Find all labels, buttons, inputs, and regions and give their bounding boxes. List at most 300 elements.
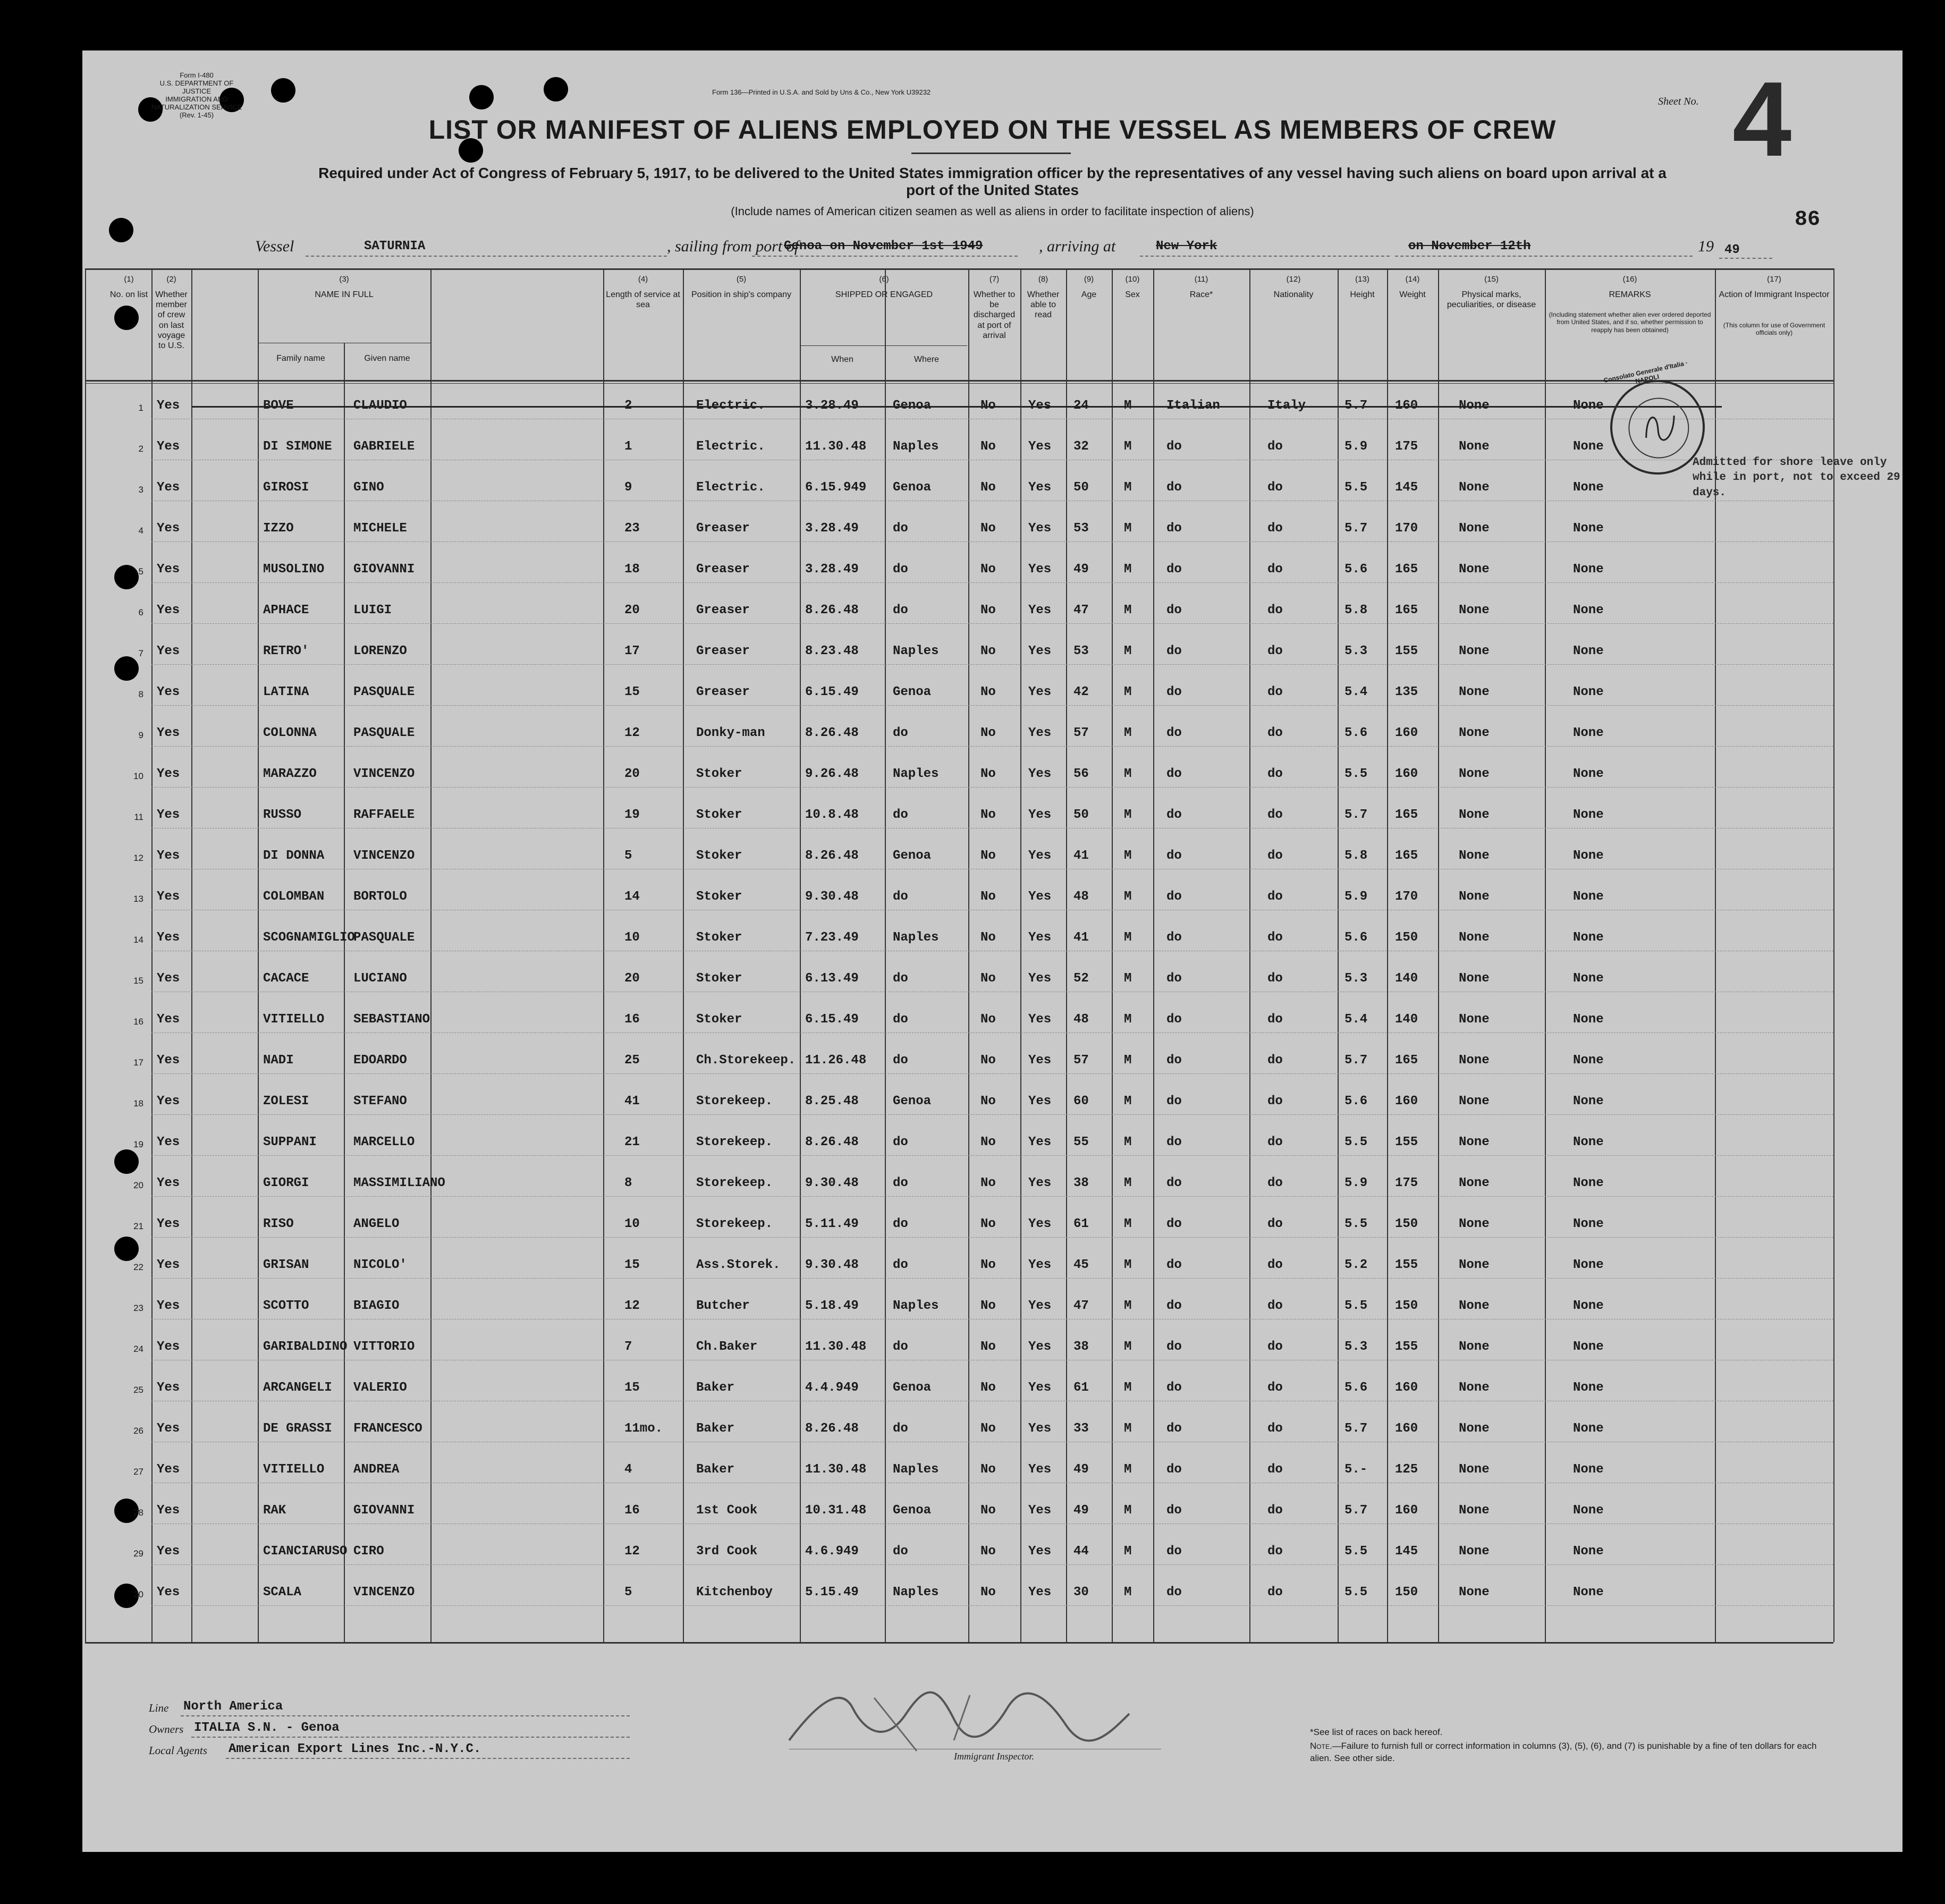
punch-hole <box>469 85 494 109</box>
shipping-line: North America <box>183 1699 283 1714</box>
age-cell: 56 <box>1073 767 1089 781</box>
remarks-cell: None <box>1573 644 1604 658</box>
height-cell: 5.8 <box>1344 603 1368 617</box>
nationality-cell: do <box>1267 521 1283 536</box>
sex-cell: M <box>1124 1421 1132 1436</box>
age-cell: 49 <box>1073 1462 1089 1477</box>
remarks-cell: None <box>1573 1462 1604 1477</box>
position-cell: Baker <box>696 1381 735 1395</box>
column-rule <box>1066 268 1067 1642</box>
subtitle <box>136 165 1849 199</box>
column-number-weight: (14) <box>1405 275 1420 284</box>
nationality-cell: do <box>1267 644 1283 658</box>
row-rule <box>151 664 1833 665</box>
column-rule <box>344 343 345 1642</box>
row-rule <box>151 1564 1833 1565</box>
when-cell: 8.26.48 <box>805 1421 859 1436</box>
read-cell: Yes <box>1028 1012 1052 1027</box>
given-name-cell: FRANCESCO <box>353 1421 422 1436</box>
height-cell: 5.8 <box>1344 849 1368 863</box>
crew-cell: Yes <box>157 1299 180 1313</box>
weight-cell: 165 <box>1395 603 1418 617</box>
given-name-cell: NICOLO' <box>353 1258 407 1272</box>
column-header-family-name: Family name <box>276 354 325 363</box>
marks-cell: None <box>1459 439 1490 454</box>
service-cell: 10 <box>624 1217 640 1231</box>
read-cell: Yes <box>1028 644 1052 658</box>
sex-cell: M <box>1124 1258 1132 1272</box>
height-cell: 5.6 <box>1344 562 1368 577</box>
nationality-cell: do <box>1267 890 1283 904</box>
column-header-sex: Sex <box>1125 290 1140 299</box>
nationality-cell: do <box>1267 930 1283 945</box>
crew-cell: Yes <box>157 1258 180 1272</box>
height-cell: 5.2 <box>1344 1258 1368 1272</box>
remarks-cell: None <box>1573 562 1604 577</box>
column-number-crew-last-voyage: (2) <box>166 275 176 284</box>
family-name-cell: LATINA <box>263 685 309 699</box>
race-cell: do <box>1166 1503 1182 1518</box>
crew-cell: Yes <box>157 1503 180 1518</box>
punch-hole <box>114 1149 139 1174</box>
where-cell: do <box>893 1176 908 1190</box>
marks-cell: None <box>1459 1299 1490 1313</box>
row-number: 3 <box>138 485 143 495</box>
position-cell: Ch.Storekeep. <box>696 1053 796 1068</box>
discharged-cell: No <box>980 971 996 986</box>
service-cell: 15 <box>624 1381 640 1395</box>
nationality-cell: do <box>1267 603 1283 617</box>
family-name-cell: ARCANGELI <box>263 1381 332 1395</box>
title-rule <box>911 153 1071 154</box>
table-header-border <box>85 380 1833 382</box>
where-cell: Naples <box>893 767 939 781</box>
height-cell: 5.6 <box>1344 726 1368 740</box>
when-cell: 11.30.48 <box>805 439 867 454</box>
sheet-label: Sheet No. <box>1658 96 1699 107</box>
column-header-inspector-action: Action of Immigrant Inspector <box>1719 290 1830 299</box>
weight-cell: 175 <box>1395 439 1418 454</box>
given-name-cell: MARCELLO <box>353 1135 415 1149</box>
when-cell: 8.26.48 <box>805 726 859 740</box>
row-number: 25 <box>133 1385 143 1395</box>
marks-cell: None <box>1459 1135 1490 1149</box>
crew-cell: Yes <box>157 439 180 454</box>
family-name-cell: MARAZZO <box>263 767 317 781</box>
read-cell: Yes <box>1028 1585 1052 1600</box>
nationality-cell: do <box>1267 1381 1283 1395</box>
given-name-cell: VALERIO <box>353 1381 407 1395</box>
column-number-shipped-engaged: (6) <box>879 275 889 284</box>
family-name-cell: VITIELLO <box>263 1012 325 1027</box>
remarks-cell: None <box>1573 1217 1604 1231</box>
sex-cell: M <box>1124 1012 1132 1027</box>
discharged-cell: No <box>980 685 996 699</box>
row-rule <box>151 1237 1833 1238</box>
column-rule <box>968 268 969 1642</box>
age-cell: 47 <box>1073 603 1089 617</box>
row-number: 23 <box>133 1303 143 1313</box>
discharged-cell: No <box>980 1544 996 1559</box>
age-cell: 61 <box>1073 1381 1089 1395</box>
owners-label: Owners <box>149 1723 184 1736</box>
when-cell: 9.30.48 <box>805 1258 859 1272</box>
position-cell: Electric. <box>696 480 765 495</box>
position-cell: 1st Cook <box>696 1503 758 1518</box>
row-rule <box>151 1278 1833 1279</box>
height-cell: 5.7 <box>1344 521 1368 536</box>
row-number: 20 <box>133 1180 143 1190</box>
remarks-cell: None <box>1573 726 1604 740</box>
position-cell: Stoker <box>696 971 742 986</box>
weight-cell: 145 <box>1395 480 1418 495</box>
position-cell: Ch.Baker <box>696 1340 758 1354</box>
race-cell: do <box>1166 767 1182 781</box>
when-cell: 8.23.48 <box>805 644 859 658</box>
discharged-cell: No <box>980 1585 996 1600</box>
when-cell: 8.26.48 <box>805 849 859 863</box>
crew-cell: Yes <box>157 521 180 536</box>
given-name-cell: VINCENZO <box>353 849 415 863</box>
row-number: 28 <box>133 1508 143 1518</box>
weight-cell: 140 <box>1395 1012 1418 1027</box>
sex-cell: M <box>1124 930 1132 945</box>
race-cell: do <box>1166 603 1182 617</box>
column-rule <box>1387 268 1388 1642</box>
column-rule <box>1020 268 1021 1642</box>
crew-cell: Yes <box>157 480 180 495</box>
manifest-sheet <box>82 50 1902 1852</box>
column-header-list-number: No. on list <box>109 290 148 299</box>
race-cell: do <box>1166 480 1182 495</box>
family-name-cell: NADI <box>263 1053 294 1068</box>
row-number: 10 <box>133 771 143 781</box>
crew-cell: Yes <box>157 1421 180 1436</box>
crew-cell: Yes <box>157 767 180 781</box>
family-name-cell: DE GRASSI <box>263 1421 332 1436</box>
nationality-cell: do <box>1267 562 1283 577</box>
remarks-cell: None <box>1573 1544 1604 1559</box>
nationality-cell: do <box>1267 1135 1283 1149</box>
service-cell: 1 <box>624 439 632 454</box>
service-cell: 12 <box>624 1544 640 1559</box>
sex-cell: M <box>1124 439 1132 454</box>
age-cell: 57 <box>1073 726 1089 740</box>
marks-cell: None <box>1459 1462 1490 1477</box>
position-cell: Stoker <box>696 890 742 904</box>
dotted-rule <box>1395 256 1693 257</box>
column-number-height: (13) <box>1355 275 1369 284</box>
page-number: 86 <box>1795 208 1821 232</box>
discharged-cell: No <box>980 644 996 658</box>
read-cell: Yes <box>1028 808 1052 822</box>
crew-cell: Yes <box>157 1094 180 1108</box>
weight-cell: 165 <box>1395 562 1418 577</box>
given-name-cell: LORENZO <box>353 644 407 658</box>
marks-cell: None <box>1459 726 1490 740</box>
nationality-cell: do <box>1267 1258 1283 1272</box>
discharged-cell: No <box>980 726 996 740</box>
discharged-cell: No <box>980 1340 996 1354</box>
race-cell: do <box>1166 971 1182 986</box>
age-cell: 38 <box>1073 1340 1089 1354</box>
column-number-able-to-read: (8) <box>1038 275 1048 284</box>
crew-cell: Yes <box>157 1585 180 1600</box>
crew-cell: Yes <box>157 849 180 863</box>
given-name-cell: MASSIMILIANO <box>353 1176 445 1190</box>
age-cell: 53 <box>1073 521 1089 536</box>
column-header-able-to-read: Whether able to read <box>1027 290 1060 320</box>
height-cell: 5.3 <box>1344 971 1368 986</box>
race-cell: do <box>1166 562 1182 577</box>
sex-cell: M <box>1124 1462 1132 1477</box>
sex-cell: M <box>1124 849 1132 863</box>
marks-cell: None <box>1459 1176 1490 1190</box>
row-number: 7 <box>138 648 143 658</box>
position-cell: Storekeep. <box>696 1094 773 1108</box>
height-cell: 5.4 <box>1344 685 1368 699</box>
read-cell: Yes <box>1028 1053 1052 1068</box>
row-rule <box>151 1605 1833 1606</box>
age-cell: 49 <box>1073 562 1089 577</box>
discharged-cell: No <box>980 1381 996 1395</box>
nationality-cell: do <box>1267 685 1283 699</box>
position-cell: Stoker <box>696 767 742 781</box>
family-name-cell: COLONNA <box>263 726 317 740</box>
column-header-position: Position in ship's company <box>691 290 792 299</box>
discharged-cell: No <box>980 1217 996 1231</box>
weight-cell: 160 <box>1395 767 1418 781</box>
column-number-inspector-action: (17) <box>1767 275 1781 284</box>
where-cell: Genoa <box>893 685 932 699</box>
read-cell: Yes <box>1028 603 1052 617</box>
crew-cell: Yes <box>157 726 180 740</box>
when-cell: 8.26.48 <box>805 1135 859 1149</box>
remarks-cell: None <box>1573 521 1604 536</box>
column-header-discharged: Whether to be discharged at port of arrival <box>973 290 1016 340</box>
owners: ITALIA S.N. - Genoa <box>194 1721 340 1735</box>
age-cell: 32 <box>1073 439 1089 454</box>
race-cell: do <box>1166 1421 1182 1436</box>
column-header-physical-marks: Physical marks, peculiarities, or disease <box>1447 290 1536 310</box>
note-text: —Failure to furnish full or correct information in columns (3), (5), (6), and (7) is punishable by a fine of ten dollars for each alien. See other side. <box>1310 1741 1817 1763</box>
weight-cell: 170 <box>1395 890 1418 904</box>
height-cell: 5.7 <box>1344 808 1368 822</box>
where-cell: do <box>893 1217 908 1231</box>
nationality-cell: do <box>1267 849 1283 863</box>
position-cell: Electric. <box>696 439 765 454</box>
marks-cell: None <box>1459 1012 1490 1027</box>
family-name-cell: GIROSI <box>263 480 309 495</box>
weight-cell: 155 <box>1395 1258 1418 1272</box>
age-cell: 45 <box>1073 1258 1089 1272</box>
where-cell: do <box>893 1053 908 1068</box>
crew-cell: Yes <box>157 603 180 617</box>
discharged-cell: No <box>980 439 996 454</box>
read-cell: Yes <box>1028 767 1052 781</box>
height-cell: 5.5 <box>1344 1217 1368 1231</box>
column-header-crew-last-voyage: Whether member of crew on last voyage to U.S. <box>155 290 188 350</box>
nationality-cell: do <box>1267 1544 1283 1559</box>
row-rule <box>151 623 1833 624</box>
row-rule <box>151 582 1833 583</box>
family-name-cell: RETRO' <box>263 644 309 658</box>
marks-cell: None <box>1459 890 1490 904</box>
where-cell: Genoa <box>893 1503 932 1518</box>
age-cell: 47 <box>1073 1299 1089 1313</box>
sex-cell: M <box>1124 1217 1132 1231</box>
race-cell: do <box>1166 930 1182 945</box>
marks-cell: None <box>1459 849 1490 863</box>
position-cell: Stoker <box>696 1012 742 1027</box>
position-cell: Stoker <box>696 930 742 945</box>
marks-cell: None <box>1459 1381 1490 1395</box>
crew-cell: Yes <box>157 1217 180 1231</box>
age-cell: 57 <box>1073 1053 1089 1068</box>
where-cell: Naples <box>893 439 939 454</box>
age-cell: 49 <box>1073 1503 1089 1518</box>
table-top-border <box>85 268 1833 270</box>
height-cell: 5.7 <box>1344 1503 1368 1518</box>
remarks-cell: None <box>1573 1094 1604 1108</box>
race-cell: do <box>1166 1053 1182 1068</box>
column-number-discharged: (7) <box>989 275 1000 284</box>
sex-cell: M <box>1124 1176 1132 1190</box>
service-cell: 8 <box>624 1176 632 1190</box>
height-cell: 5.9 <box>1344 1176 1368 1190</box>
family-name-cell: RISO <box>263 1217 294 1231</box>
nationality-cell: do <box>1267 1421 1283 1436</box>
given-name-cell: GABRIELE <box>353 439 415 454</box>
crew-cell: Yes <box>157 1544 180 1559</box>
position-cell: Greaser <box>696 685 750 699</box>
read-cell: Yes <box>1028 1135 1052 1149</box>
row-1-strikethrough <box>191 406 1722 408</box>
when-cell: 4.6.949 <box>805 1544 859 1559</box>
discharged-cell: No <box>980 767 996 781</box>
column-header-height: Height <box>1350 290 1375 299</box>
row-number: 14 <box>133 935 143 945</box>
family-name-cell: SCALA <box>263 1585 302 1600</box>
where-cell: do <box>893 1340 908 1354</box>
given-name-cell: MICHELE <box>353 521 407 536</box>
discharged-cell: No <box>980 480 996 495</box>
race-cell: do <box>1166 808 1182 822</box>
read-cell: Yes <box>1028 890 1052 904</box>
position-cell: Storekeep. <box>696 1176 773 1190</box>
where-cell: Naples <box>893 1585 939 1600</box>
height-cell: 5.5 <box>1344 767 1368 781</box>
when-cell: 10.31.48 <box>805 1503 867 1518</box>
service-cell: 23 <box>624 521 640 536</box>
given-name-cell: ANGELO <box>353 1217 400 1231</box>
read-cell: Yes <box>1028 562 1052 577</box>
row-rule <box>151 746 1833 747</box>
dotted-rule <box>226 1758 630 1759</box>
read-cell: Yes <box>1028 1217 1052 1231</box>
column-header-weight: Weight <box>1399 290 1426 299</box>
nationality-cell: do <box>1267 480 1283 495</box>
row-rule <box>151 787 1833 788</box>
marks-cell: None <box>1459 1544 1490 1559</box>
service-cell: 5 <box>624 1585 632 1600</box>
nationality-cell: do <box>1267 1503 1283 1518</box>
row-number: 12 <box>133 853 143 863</box>
crew-cell: Yes <box>157 808 180 822</box>
discharged-cell: No <box>980 1503 996 1518</box>
given-name-cell: BIAGIO <box>353 1299 400 1313</box>
dotted-rule <box>1719 258 1772 259</box>
row-number: 17 <box>133 1057 143 1068</box>
given-name-cell: RAFFAELE <box>353 808 415 822</box>
discharged-cell: No <box>980 1135 996 1149</box>
age-cell: 44 <box>1073 1544 1089 1559</box>
sex-cell: M <box>1124 767 1132 781</box>
when-cell: 9.30.48 <box>805 890 859 904</box>
weight-cell: 165 <box>1395 849 1418 863</box>
column-header-race: Race* <box>1189 290 1213 299</box>
column-rule <box>430 268 432 1642</box>
weight-cell: 140 <box>1395 971 1418 986</box>
race-cell: do <box>1166 849 1182 863</box>
crew-cell: Yes <box>157 1381 180 1395</box>
race-cell: do <box>1166 1381 1182 1395</box>
crew-cell: Yes <box>157 1012 180 1027</box>
nationality-cell: do <box>1267 1585 1283 1600</box>
where-cell: do <box>893 1421 908 1436</box>
column-rule <box>1438 268 1439 1642</box>
given-name-cell: STEFANO <box>353 1094 407 1108</box>
remarks-cell: None <box>1573 1053 1604 1068</box>
punch-hole <box>544 77 568 101</box>
read-cell: Yes <box>1028 1299 1052 1313</box>
punch-hole <box>114 656 139 681</box>
race-cell: do <box>1166 1544 1182 1559</box>
column-rule <box>1153 268 1154 1642</box>
service-cell: 16 <box>624 1503 640 1518</box>
row-number: 30 <box>133 1589 143 1600</box>
nationality-cell: do <box>1267 1217 1283 1231</box>
sex-cell: M <box>1124 480 1132 495</box>
service-cell: 19 <box>624 808 640 822</box>
marks-cell: None <box>1459 521 1490 536</box>
when-cell: 4.4.949 <box>805 1381 859 1395</box>
service-cell: 21 <box>624 1135 640 1149</box>
weight-cell: 145 <box>1395 1544 1418 1559</box>
position-cell: Butcher <box>696 1299 750 1313</box>
column-header-remarks: REMARKS <box>1609 290 1651 299</box>
when-cell: 3.28.49 <box>805 521 859 536</box>
position-cell: Stoker <box>696 808 742 822</box>
position-cell: Ass.Storek. <box>696 1258 781 1272</box>
column-rule <box>800 268 801 1642</box>
weight-cell: 160 <box>1395 1094 1418 1108</box>
weight-cell: 150 <box>1395 1217 1418 1231</box>
row-rule <box>151 1114 1833 1115</box>
crew-cell: Yes <box>157 562 180 577</box>
where-cell: do <box>893 808 908 822</box>
column-rule <box>1249 268 1250 1642</box>
column-number-physical-marks: (15) <box>1484 275 1499 284</box>
column-rule <box>603 268 604 1642</box>
position-cell: 3rd Cook <box>696 1544 758 1559</box>
column-rule <box>191 268 192 1642</box>
position-cell: Greaser <box>696 521 750 536</box>
race-cell: do <box>1166 1217 1182 1231</box>
local-agents: American Export Lines Inc.-N.Y.C. <box>229 1742 481 1756</box>
column-rule <box>683 268 684 1642</box>
subtitle-line-2: port of the United States <box>906 182 1079 199</box>
